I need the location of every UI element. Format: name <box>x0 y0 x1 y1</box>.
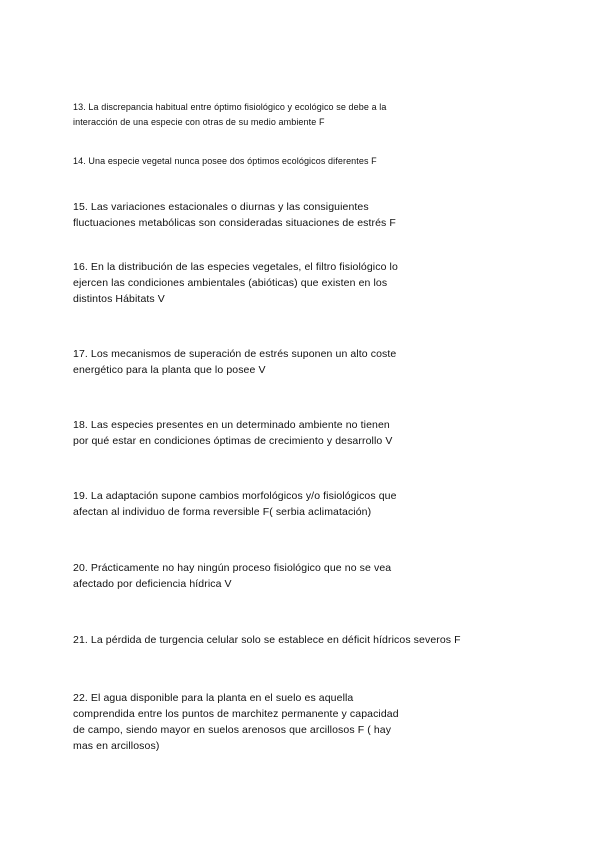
question-15: 15. Las variaciones estacionales o diurnas y las consiguientes fluctuaciones metabólicas son consideradas situaciones de estrés F <box>73 201 396 229</box>
question-16: 16. En la distribución de las especies vegetales, el filtro fisiológico lo ejercen las condiciones ambientales (abióticas) que existen en los distintos Hábitats V <box>73 261 398 305</box>
question-22: 22. El agua disponible para la planta en el suelo es aquella comprendida entre los puntos de marchitez permanente y capacidad de campo, siendo mayor en suelos arenosos que arcillosos F ( hay mas en arcillosos) <box>73 692 399 752</box>
question-21: 21. La pérdida de turgencia celular solo se establece en déficit hídricos severos F <box>73 634 461 646</box>
question-13: 13. La discrepancia habitual entre óptimo fisiológico y ecológico se debe a la interacción de una especie con otras de su medio ambiente F <box>73 102 387 127</box>
question-20: 20. Prácticamente no hay ningún proceso fisiológico que no se vea afectado por deficiencia hídrica V <box>73 562 392 590</box>
question-17: 17. Los mecanismos de superación de estrés suponen un alto coste energético para la planta que lo posee V <box>73 348 397 376</box>
question-18: 18. Las especies presentes en un determinado ambiente no tienen por qué estar en condiciones óptimas de crecimiento y desarrollo V <box>73 419 393 447</box>
question-19: 19. La adaptación supone cambios morfológicos y/o fisiológicos que afectan al individuo de forma reversible F( serbia aclimatación) <box>73 490 397 518</box>
question-14: 14. Una especie vegetal nunca posee dos óptimos ecológicos diferentes F <box>73 156 377 166</box>
